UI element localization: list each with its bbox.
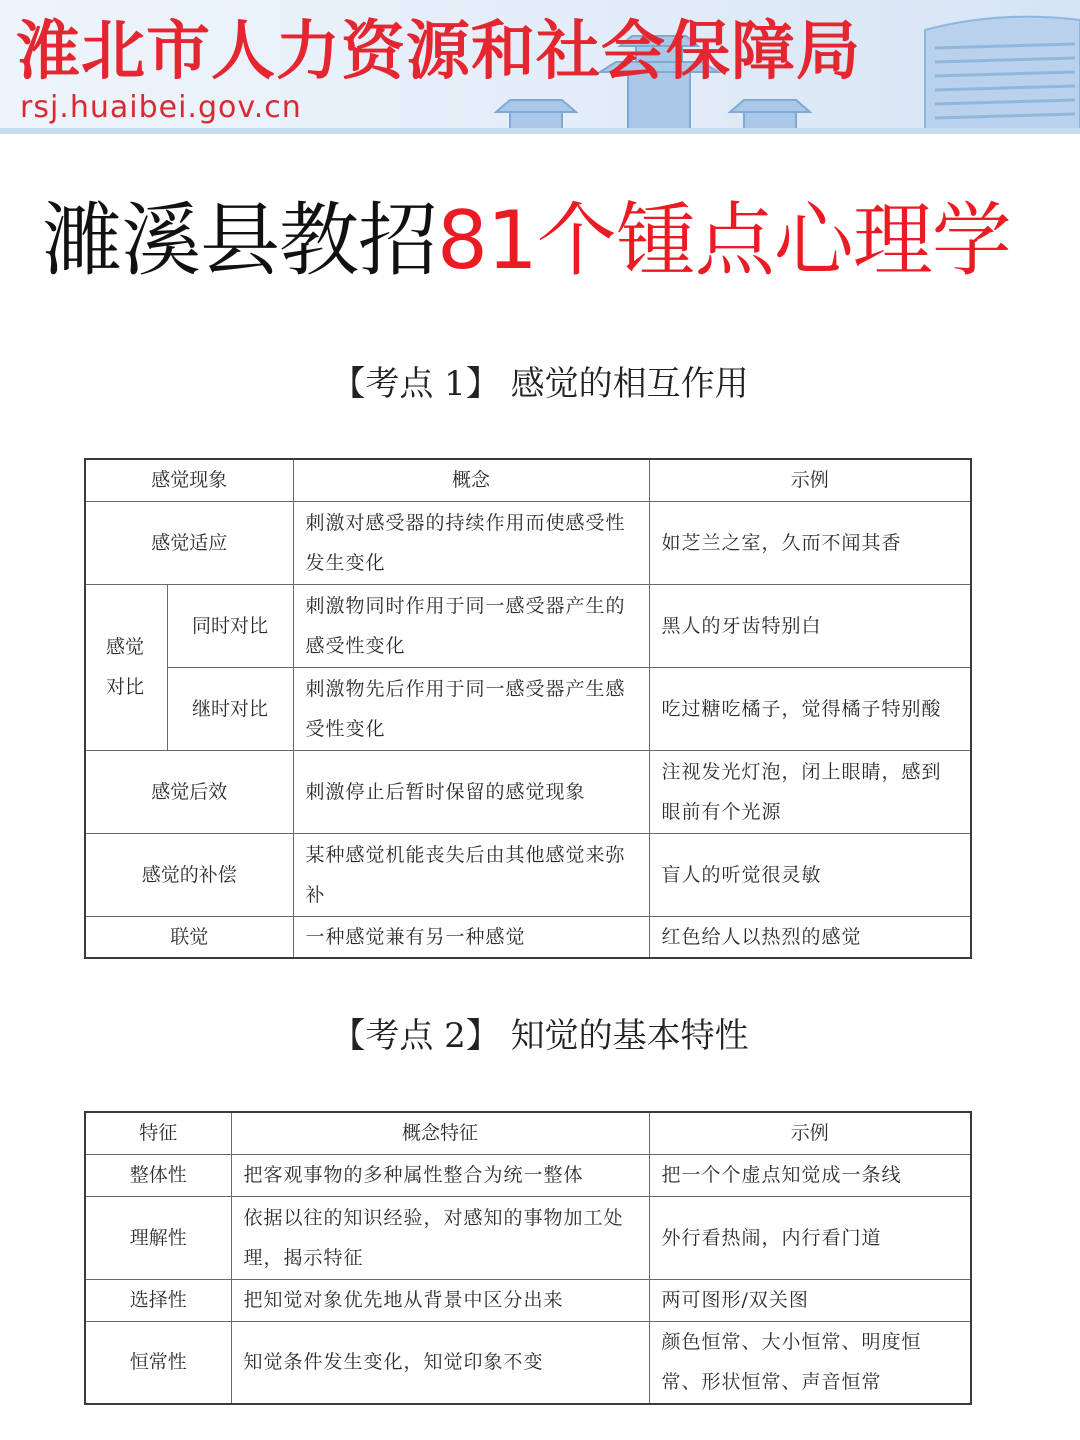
perception-table (84, 1111, 972, 1405)
row-name: 联觉 (85, 916, 293, 958)
table-row (85, 501, 971, 584)
row-concept: 一种感觉兼有另一种感觉 (293, 916, 649, 958)
row-name: 同时对比 (167, 584, 293, 667)
headline-location: 濉溪县教招 (42, 194, 437, 287)
banner-url[interactable]: rsj.huaibei.gov.cn (20, 90, 302, 125)
row-concept: 刺激物先后作用于同一感受器产生感受性变化 (293, 667, 649, 750)
row-concept: 把客观事物的多种属性整合为统一整体 (231, 1154, 649, 1196)
row-example: 外行看热闹，内行看门道 (649, 1196, 971, 1279)
row-name: 整体性 (85, 1154, 231, 1196)
table-row (85, 584, 971, 667)
row-name: 感觉后效 (85, 750, 293, 833)
row-example: 把一个个虚点知觉成一条线 (649, 1154, 971, 1196)
col-header-concept: 概念特征 (231, 1112, 649, 1154)
header-banner (0, 0, 1080, 134)
row-concept: 依据以往的知识经验，对感知的事物加工处理，揭示特征 (231, 1196, 649, 1279)
row-concept: 某种感觉机能丧失后由其他感觉来弥补 (293, 833, 649, 916)
table-header-row (85, 459, 971, 501)
table-row (85, 1154, 971, 1196)
row-name: 理解性 (85, 1196, 231, 1279)
row-name: 继时对比 (167, 667, 293, 750)
row-example: 黑人的牙齿特别白 (649, 584, 971, 667)
table-row (85, 916, 971, 958)
banner-title: 淮北市人力资源和社会保障局 (16, 15, 861, 89)
row-name: 感觉适应 (85, 501, 293, 584)
col-header-example: 示例 (649, 1112, 971, 1154)
row-name: 恒常性 (85, 1321, 231, 1404)
sensation-table (84, 458, 972, 959)
table-row (85, 1279, 971, 1321)
table-row (85, 1321, 971, 1404)
row-example: 两可图形/双关图 (649, 1279, 971, 1321)
row-example: 红色给人以热烈的感觉 (649, 916, 971, 958)
col-header-concept: 概念 (293, 459, 649, 501)
row-example: 盲人的听觉很灵敏 (649, 833, 971, 916)
table-row (85, 1196, 971, 1279)
section1-title: 【考点 1】 感觉的相互作用 (331, 364, 749, 404)
row-example: 注视发光灯泡，闭上眼睛，感到眼前有个光源 (649, 750, 971, 833)
row-example: 颜色恒常、大小恒常、明度恒常、形状恒常、声音恒常 (649, 1321, 971, 1404)
col-header-phenomenon: 感觉现象 (85, 459, 293, 501)
row-concept: 把知觉对象优先地从背景中区分出来 (231, 1279, 649, 1321)
section2-title: 【考点 2】 知觉的基本特性 (331, 1016, 749, 1056)
table-header-row (85, 1112, 971, 1154)
row-concept: 刺激对感受器的持续作用而使感受性发生变化 (293, 501, 649, 584)
headline-topic: 81个锺点心理学 (437, 194, 1011, 287)
row-group-contrast: 感觉对比 (85, 584, 167, 750)
page-headline (42, 186, 1011, 296)
col-header-feature: 特征 (85, 1112, 231, 1154)
row-concept: 知觉条件发生变化，知觉印象不变 (231, 1321, 649, 1404)
row-concept: 刺激物同时作用于同一感受器产生的感受性变化 (293, 584, 649, 667)
row-name: 选择性 (85, 1279, 231, 1321)
table-row (85, 667, 971, 750)
row-example: 吃过糖吃橘子，觉得橘子特别酸 (649, 667, 971, 750)
row-name: 感觉的补偿 (85, 833, 293, 916)
table-row (85, 750, 971, 833)
table-row (85, 833, 971, 916)
row-concept: 刺激停止后暂时保留的感觉现象 (293, 750, 649, 833)
row-example: 如芝兰之室，久而不闻其香 (649, 501, 971, 584)
col-header-example: 示例 (649, 459, 971, 501)
